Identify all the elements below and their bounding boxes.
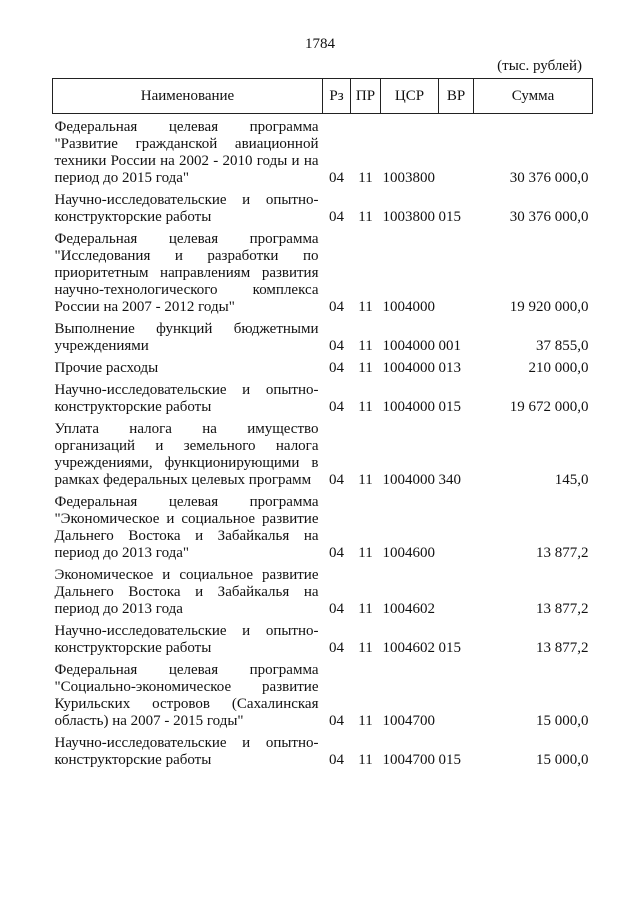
rz-cell: 04 (329, 399, 344, 415)
rz-cell: 04 (329, 601, 344, 617)
sum-cell: 19 672 000,0 (509, 399, 589, 415)
name-cell: Федеральная целевая программа "Исследования и разработки по приоритетным направлениям развития научно-технологического комплекса России на 2007 - 2012 годы" (54, 231, 319, 315)
rz-cell: 04 (329, 545, 344, 561)
rz-cell: 04 (329, 713, 344, 729)
pr-cell: 11 (358, 170, 373, 186)
sum-cell: 30 376 000,0 (509, 209, 589, 225)
vr-cell (439, 657, 474, 730)
rz-cell: 04 (329, 640, 344, 656)
vr-cell: 015 (438, 399, 461, 415)
name-cell: Научно-исследовательские и опытно-конструкторские работы (54, 623, 319, 656)
name-cell: Федеральная целевая программа "Развитие гражданской авиационной техники России на 2002 - 2010 годы и на период до 2015 года" (54, 119, 319, 186)
header-csr: ЦСР (381, 79, 439, 114)
csr-cell: 1004000 (382, 472, 435, 488)
page-number: 1784 (305, 36, 335, 52)
vr-cell (439, 226, 474, 316)
sum-cell: 30 376 000,0 (509, 170, 589, 186)
table-body (53, 114, 593, 770)
sum-cell: 13 877,2 (536, 601, 589, 617)
sum-cell: 15 000,0 (536, 713, 589, 729)
name-cell: Научно-исследовательские и опытно-конструкторские работы (54, 382, 319, 415)
csr-cell: 1004700 (382, 713, 435, 729)
pr-cell: 11 (358, 713, 373, 729)
rz-cell: 04 (329, 472, 344, 488)
pr-cell: 11 (358, 299, 373, 315)
sum-cell: 37 855,0 (536, 338, 589, 354)
name-cell: Научно-исследовательские и опытно-конструкторские работы (54, 735, 319, 768)
name-cell: Федеральная целевая программа "Социально-экономическое развитие Курильских островов (Сахалинская область) на 2007 - 2015 годы" (54, 662, 319, 729)
table-row (53, 377, 593, 416)
vr-cell (439, 114, 474, 188)
table-row (53, 316, 593, 355)
name-cell: Уплата налога на имущество организаций и земельного налога учреждениями, функционирующими в рамках федеральных целевых программ (54, 421, 319, 488)
name-cell: Федеральная целевая программа "Экономическое и социальное развитие Дальнего Востока и Забайкалья на период до 2013 года" (54, 494, 319, 561)
table-row (53, 657, 593, 730)
pr-cell: 11 (358, 472, 373, 488)
rz-cell: 04 (329, 338, 344, 354)
pr-cell: 11 (358, 209, 373, 225)
budget-table (52, 78, 593, 769)
table-row (53, 355, 593, 377)
sum-cell: 13 877,2 (536, 640, 589, 656)
pr-cell: 11 (358, 752, 373, 768)
table-header (53, 79, 593, 114)
pr-cell: 11 (358, 545, 373, 561)
sum-cell: 19 920 000,0 (509, 299, 589, 315)
csr-cell: 1004602 (382, 601, 435, 617)
name-cell: Научно-исследовательские и опытно-конструкторские работы (54, 192, 319, 225)
vr-cell: 001 (438, 338, 461, 354)
sum-cell: 13 877,2 (536, 545, 589, 561)
table-row (53, 489, 593, 562)
header-pr: ПР (351, 79, 381, 114)
csr-cell: 1004000 (382, 299, 435, 315)
rz-cell: 04 (329, 299, 344, 315)
csr-cell: 1004600 (382, 545, 435, 561)
table-row (53, 562, 593, 618)
rz-cell: 04 (329, 209, 344, 225)
pr-cell: 11 (358, 601, 373, 617)
pr-cell: 11 (358, 640, 373, 656)
table-row (53, 618, 593, 657)
units-label: (тыс. рублей) (497, 58, 582, 74)
name-cell: Выполнение функций бюджетными учреждениями (54, 321, 319, 354)
sum-cell: 145,0 (554, 472, 589, 488)
name-cell: Экономическое и социальное развитие Дальнего Востока и Забайкалья на период до 2013 года (54, 567, 319, 617)
table-row (53, 187, 593, 226)
csr-cell: 1004602 (382, 640, 435, 656)
vr-cell (439, 489, 474, 562)
csr-cell: 1003800 (382, 209, 435, 225)
rz-cell: 04 (329, 170, 344, 186)
vr-cell: 015 (438, 209, 461, 225)
vr-cell: 015 (438, 640, 461, 656)
sum-cell: 15 000,0 (536, 752, 589, 768)
csr-cell: 1004000 (382, 338, 435, 354)
header-vr: ВР (439, 79, 474, 114)
pr-cell: 11 (358, 399, 373, 415)
vr-cell: 013 (438, 360, 461, 376)
pr-cell: 11 (358, 360, 373, 376)
header-sum: Сумма (474, 79, 593, 114)
vr-cell (439, 562, 474, 618)
csr-cell: 1004000 (382, 399, 435, 415)
vr-cell: 340 (438, 472, 461, 488)
rz-cell: 04 (329, 752, 344, 768)
table-row (53, 416, 593, 489)
rz-cell: 04 (329, 360, 344, 376)
name-cell: Прочие расходы (54, 360, 159, 376)
table-row (53, 114, 593, 188)
csr-cell: 1004700 (382, 752, 435, 768)
table-row (53, 226, 593, 316)
sum-cell: 210 000,0 (528, 360, 589, 376)
table-row (53, 730, 593, 769)
csr-cell: 1003800 (382, 170, 435, 186)
header-name: Наименование (53, 79, 323, 114)
vr-cell: 015 (438, 752, 461, 768)
pr-cell: 11 (358, 338, 373, 354)
header-rz: Рз (323, 79, 351, 114)
csr-cell: 1004000 (382, 360, 435, 376)
